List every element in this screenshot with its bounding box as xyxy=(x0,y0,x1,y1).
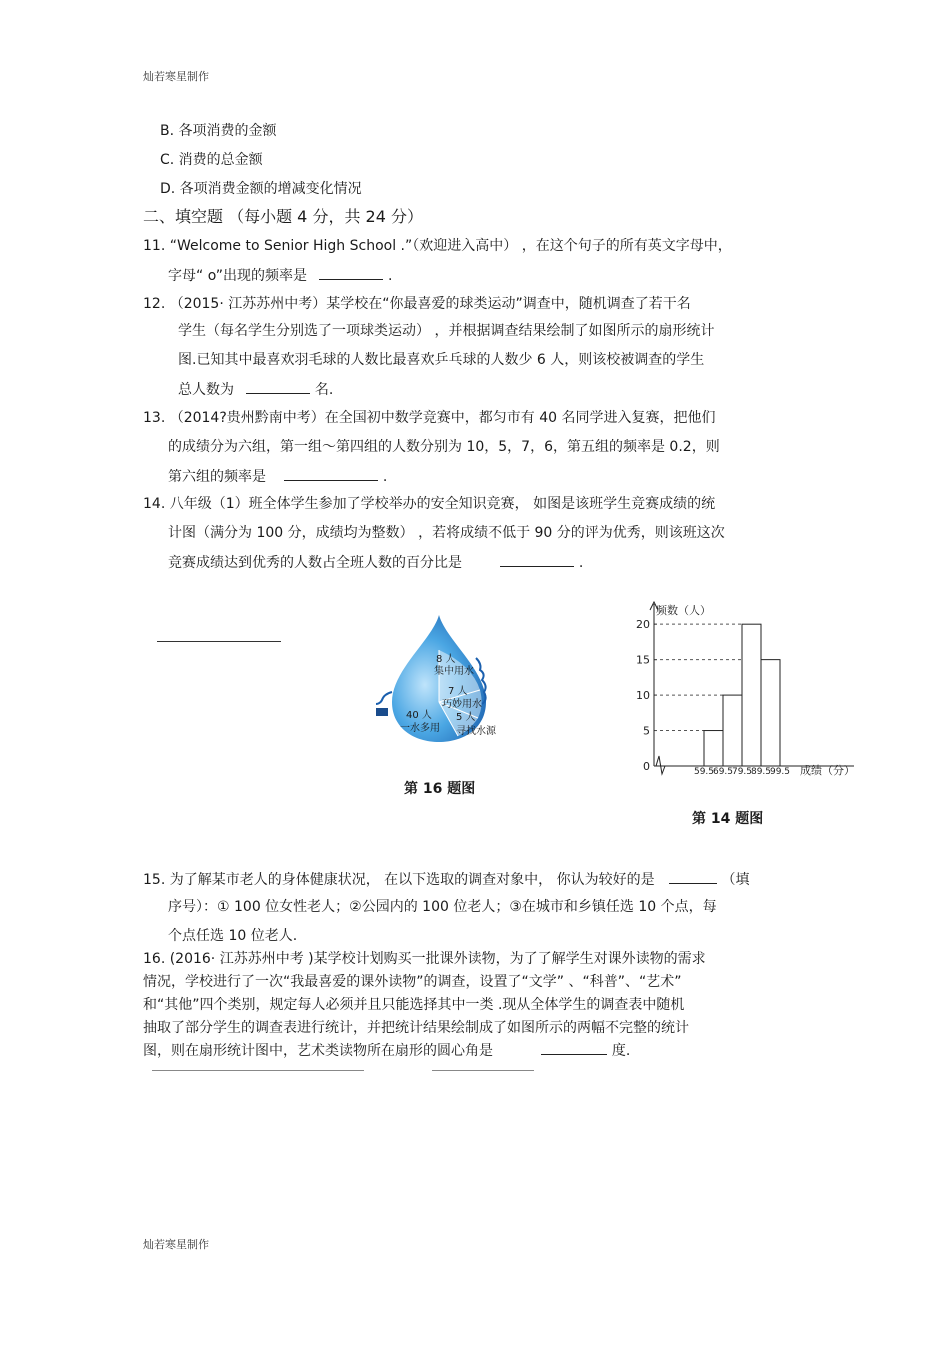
histogram-bar xyxy=(704,731,723,766)
figure16-caption: 第 16 题图 xyxy=(404,781,476,797)
q12-text: 总人数为 xyxy=(178,382,234,398)
x-tick-labels xyxy=(694,767,790,777)
y-tick-label: 5 xyxy=(643,724,650,738)
section-title: 二、填空题 （每小题 4 分，共 24 分） xyxy=(143,207,423,226)
q15-line3: 个点任选 10 位老人. xyxy=(168,928,298,944)
tap-icon xyxy=(376,708,388,716)
option-c: C. 消费的总金额 xyxy=(160,152,263,168)
q16-line2: 情况，学校进行了一次“我最喜爱的课外读物”的调查，设置了“文学” 、“科普”、“艺术” xyxy=(143,974,682,990)
water-drop-pie-figure xyxy=(372,610,522,745)
answer-blank xyxy=(319,265,383,280)
figure-divider xyxy=(432,1070,534,1071)
q11-text: 字母“ o”出现的频率是 xyxy=(168,268,308,284)
q14-text: 竞赛成绩达到优秀的人数占全班人数的百分比是 xyxy=(168,555,462,571)
answer-blank xyxy=(669,869,717,884)
histogram-bar xyxy=(742,624,761,766)
q12-line2: 学生（每名学生分别选了一项球类运动） ，并根据调查结果绘制了如图所示的扇形统计 xyxy=(178,323,715,339)
x-tick-label: 59.5 xyxy=(693,767,715,777)
x-tick-label: 79.5 xyxy=(731,767,753,777)
x-tick-label: 69.5 xyxy=(712,767,734,777)
q12-line1: 12. （2015· 江苏苏州中考）某学校在“你最喜爱的球类运动”调查中，随机调查了若干名 xyxy=(143,296,691,312)
q15-text-tail: （填 xyxy=(721,872,750,888)
label-count: 7 人 xyxy=(448,686,468,697)
q16-line5 xyxy=(143,1040,630,1061)
q16-text: 图，则在扇形统计图中，艺术类读物所在扇形的圆心角是 xyxy=(143,1043,493,1059)
x-axis-label: 成绩（分） xyxy=(800,764,855,777)
label-category: 寻找水源 xyxy=(456,726,496,737)
water-splash-icon xyxy=(376,692,392,704)
x-tick-label: 89.5 xyxy=(750,767,772,777)
label-category: 集中用水 xyxy=(434,666,474,677)
label-category: 巧妙用水 xyxy=(442,699,482,710)
figure-divider xyxy=(157,641,281,642)
q16-line3: 和“其他”四个类别，规定每人必须并且只能选择其中一类 .现从全体学生的调查表中随机 xyxy=(143,997,685,1013)
q15-line2: 序号）：① 100 位女性老人；②公园内的 100 位老人；③在城市和乡镇任选 10 个点，每 xyxy=(168,899,717,915)
answer-blank xyxy=(246,379,310,394)
q12-unit: 名. xyxy=(314,382,334,398)
q14-line1: 14. 八年级（1）班全体学生参加了学校举办的安全知识竞赛， 如图是该班学生竞赛成绩的统 xyxy=(143,496,716,512)
q13-line1: 13. （2014?贵州黔南中考）在全国初中数学竞赛中，都匀市有 40 名同学进入复赛，把他们 xyxy=(143,410,716,426)
q16-unit: 度. xyxy=(611,1043,631,1059)
option-b: B. 各项消费的金额 xyxy=(160,123,277,139)
y-tick-labels xyxy=(636,618,650,773)
q14-period: . xyxy=(578,555,584,571)
q14-line3 xyxy=(168,552,583,573)
option-d: D. 各项消费金额的增减变化情况 xyxy=(160,181,362,197)
q13-period: . xyxy=(382,469,388,485)
q14-line2: 计图（满分为 100 分，成绩均为整数） ，若将成绩不低于 90 分的评为优秀，则该班这次 xyxy=(168,525,725,541)
y-tick-label: 15 xyxy=(636,653,650,667)
q13-line2: 的成绩分为六组，第一组～第四组的人数分别为 10，5，7，6，第五组的频率是 0.2，则 xyxy=(168,439,720,455)
figure14-caption: 第 14 题图 xyxy=(692,811,764,827)
x-tick-label: 99.5 xyxy=(769,767,791,777)
answer-blank xyxy=(500,552,574,567)
q15-line1 xyxy=(143,869,750,890)
answer-blank xyxy=(541,1040,607,1055)
q16-line4: 抽取了部分学生的调查表进行统计，并把统计结果绘制成了如图所示的两幅不完整的统计 xyxy=(143,1020,689,1036)
y-axis-label: 频数（人） xyxy=(656,604,711,617)
q13-line3 xyxy=(168,466,387,487)
y-tick-label: 20 xyxy=(636,618,650,632)
histogram-bar xyxy=(723,695,742,766)
label-count: 40 人 xyxy=(406,710,432,721)
answer-blank xyxy=(284,466,378,481)
axis-break-icon xyxy=(656,756,665,774)
y-tick-label: 0 xyxy=(643,760,650,773)
q11-period: . xyxy=(387,268,393,284)
q12-line3: 图.已知其中最喜欢羽毛球的人数比最喜欢乒乓球的人数少 6 人，则该校被调查的学生 xyxy=(178,352,705,368)
page-header: 灿若寒星制作 xyxy=(143,70,209,83)
q12-line4 xyxy=(178,379,333,400)
label-category: 一水多用 xyxy=(400,723,440,734)
q11-line1: 11. “Welcome to Senior High School .”（欢迎进入高中） ，在这个句子的所有英文字母中， xyxy=(143,238,732,254)
q15-text: 15. 为了解某市老人的身体健康状况， 在以下选取的调查对象中， 你认为较好的是 xyxy=(143,872,655,888)
histogram-chart xyxy=(632,598,868,784)
q16-line1: 16. (2016· 江苏苏州中考 )某学校计划购买一批课外读物，为了了解学生对课外读物的需求 xyxy=(143,951,706,967)
y-tick-label: 10 xyxy=(636,689,650,703)
q13-text: 第六组的频率是 xyxy=(168,469,266,485)
q11-line2 xyxy=(168,265,392,286)
histogram-bar xyxy=(761,660,780,766)
label-count: 8 人 xyxy=(436,654,456,665)
page-footer: 灿若寒星制作 xyxy=(143,1238,209,1251)
label-count: 5 人 xyxy=(456,712,476,723)
figure-divider xyxy=(152,1070,364,1071)
